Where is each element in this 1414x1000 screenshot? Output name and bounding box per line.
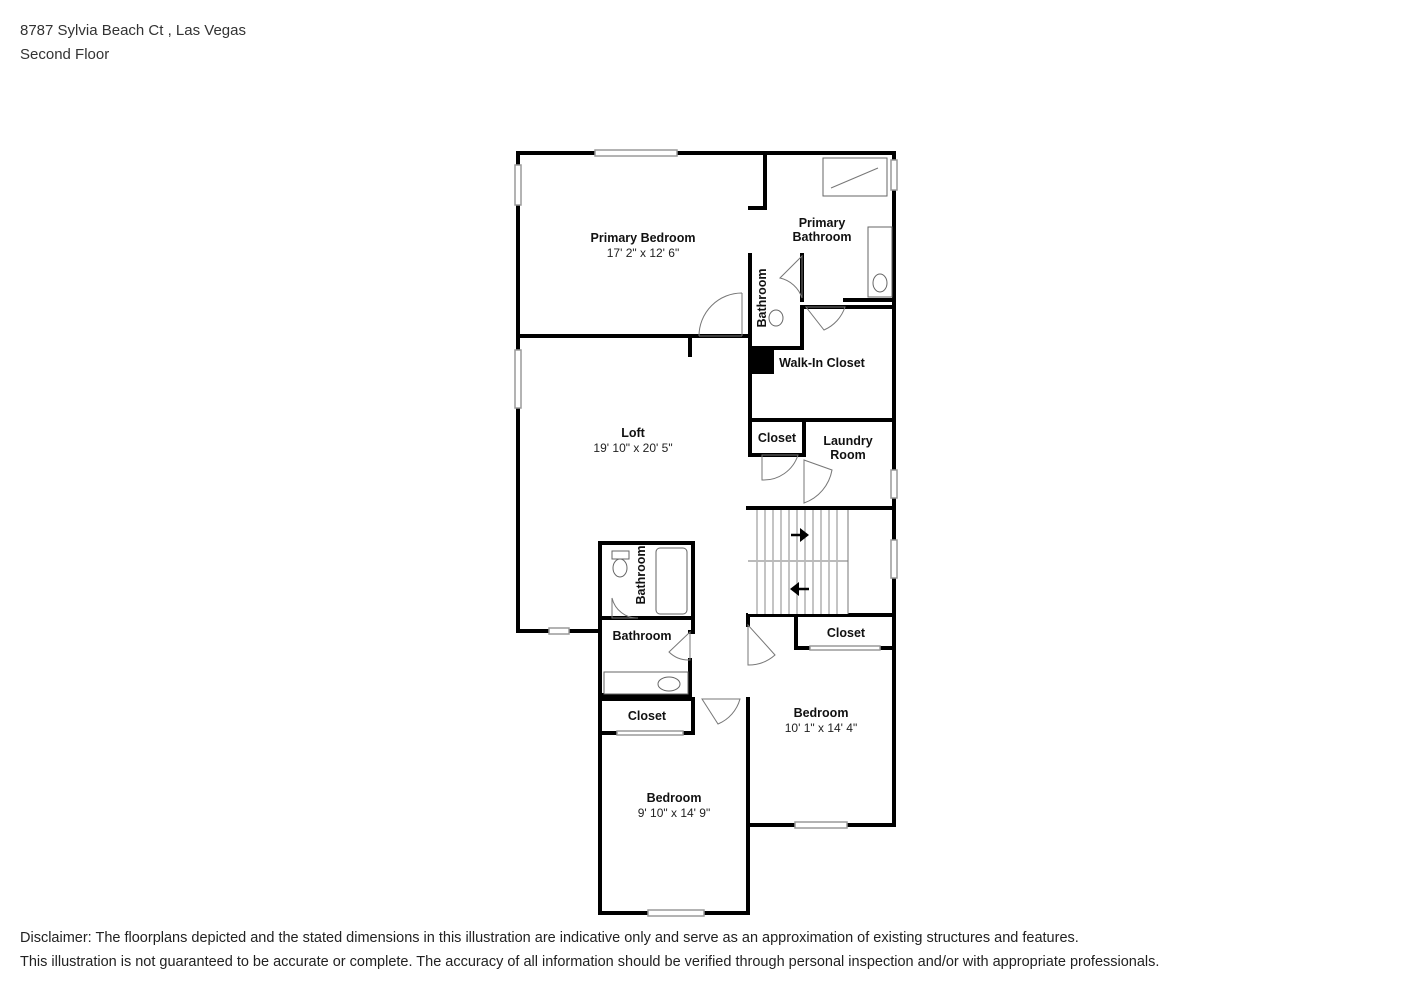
bedroom1-dims: 9' 10" x 14' 9" bbox=[637, 806, 711, 820]
laundry-name-2: Room bbox=[830, 448, 866, 462]
loft-name: Loft bbox=[621, 426, 645, 440]
bedroom1-name: Bedroom bbox=[646, 791, 702, 805]
closet-laundry-name: Closet bbox=[757, 431, 797, 445]
toilet-fixture bbox=[769, 310, 783, 326]
floor-label: Second Floor bbox=[20, 46, 110, 63]
closet-bedroom2-name: Closet bbox=[826, 626, 866, 640]
disclaimer-line-2: This illustration is not guaranteed to be accurate or complete. The accuracy of all information should be verified through personal inspection and/or with appropriate professionals. bbox=[20, 954, 1160, 970]
primary-bathroom-name-2: Bathroom bbox=[792, 230, 852, 244]
walk-in-closet-name: Walk-In Closet bbox=[779, 356, 865, 370]
staircase bbox=[748, 510, 848, 614]
primary-bedroom-name: Primary Bedroom bbox=[590, 231, 696, 245]
bedroom2-name: Bedroom bbox=[793, 706, 849, 720]
bathroom-sink-name: Bathroom bbox=[612, 629, 672, 643]
bedroom2-dims: 10' 1" x 14' 4" bbox=[784, 721, 858, 735]
closet-bedroom1-name: Closet bbox=[627, 709, 667, 723]
disclaimer-line-1: Disclaimer: The floorplans depicted and the stated dimensions in this illustration are indicative only and serve as an approximation of existing structures and features. bbox=[20, 930, 1079, 946]
shower-fixture bbox=[823, 158, 887, 196]
bathroom-tub-name: Bathroom bbox=[634, 545, 648, 605]
primary-bedroom-dims: 17' 2" x 12' 6" bbox=[606, 246, 680, 260]
property-address: 8787 Sylvia Beach Ct , Las Vegas bbox=[20, 22, 246, 39]
bathroom-small-name: Bathroom bbox=[755, 268, 769, 328]
toilet-fixture-2 bbox=[613, 559, 627, 577]
bathtub-fixture bbox=[656, 548, 687, 614]
loft-dims: 19' 10" x 20' 5" bbox=[593, 441, 673, 455]
primary-bathroom-name-1: Primary bbox=[798, 216, 846, 230]
laundry-name-1: Laundry bbox=[823, 434, 873, 448]
doors bbox=[612, 256, 880, 735]
